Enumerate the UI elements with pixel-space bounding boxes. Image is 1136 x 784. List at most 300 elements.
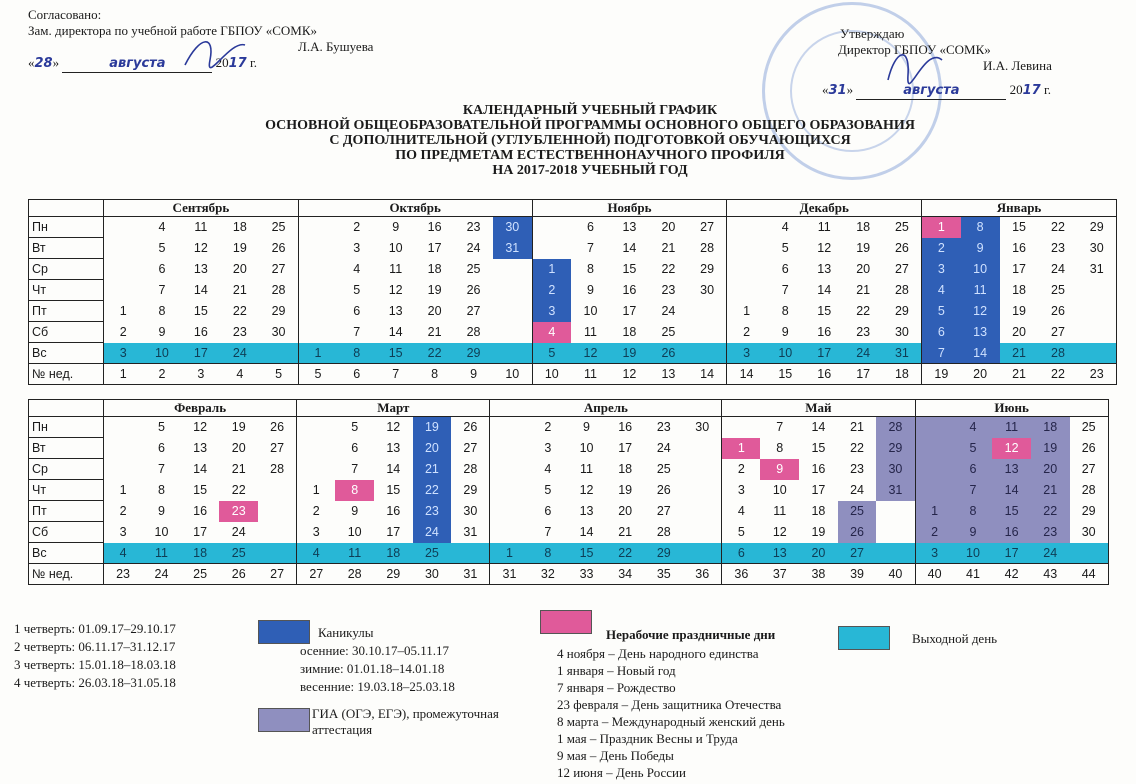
week-number-cell: 40 xyxy=(876,564,915,585)
day-cell: 6 xyxy=(781,262,789,276)
day-cell: 25 xyxy=(661,325,676,339)
day-cell: 5 xyxy=(781,241,789,255)
day-cell: 9 xyxy=(954,522,993,543)
day-cell xyxy=(493,343,532,364)
day-cell: 15 xyxy=(193,483,208,497)
day-cell: 2 xyxy=(297,501,336,522)
day-cell: 28 xyxy=(1039,343,1078,364)
weekday-label: Вс xyxy=(29,343,104,364)
month-title: Сентябрь xyxy=(104,200,299,217)
day-cell: 15 xyxy=(376,343,415,364)
month-header-row xyxy=(29,200,1117,217)
day-cell: 15 xyxy=(811,441,826,455)
day-cell: 24 xyxy=(661,304,676,318)
day-cell xyxy=(104,217,143,238)
day-cell xyxy=(490,438,529,459)
day-cell xyxy=(490,501,529,522)
approval-left-year-suffix: г. xyxy=(249,55,258,70)
day-cell: 8 xyxy=(781,304,789,318)
week-number-cell: 37 xyxy=(760,564,799,585)
day-cell: 12 xyxy=(817,241,832,255)
day-cell: 1 xyxy=(104,480,143,501)
day-cell: 31 xyxy=(1077,259,1116,280)
quarter-4: 4 четверть: 26.03.18–31.05.18 xyxy=(14,675,176,690)
day-cell: 5 xyxy=(353,283,361,297)
day-cell: 26 xyxy=(1051,304,1065,318)
day-cell xyxy=(727,217,766,238)
day-cell: 16 xyxy=(811,462,826,476)
day-cell xyxy=(298,259,337,280)
day-cell: 17 xyxy=(992,543,1031,564)
day-cell: 13 xyxy=(961,322,1000,343)
day-cell: 27 xyxy=(1070,459,1109,480)
day-cell: 31 xyxy=(493,238,532,259)
day-cell: 29 xyxy=(454,343,493,364)
day-cell: 20 xyxy=(856,262,871,276)
day-row xyxy=(29,543,1109,564)
nonworking-title: Нерабочие праздничные дни xyxy=(606,627,776,642)
weekday-label: Вт xyxy=(29,438,104,459)
week-number-cell: 6 xyxy=(337,364,376,385)
day-cell: 19 xyxy=(413,417,452,438)
weekend-swatch xyxy=(838,626,890,650)
day-cell: 7 xyxy=(157,462,165,476)
day-cell: 22 xyxy=(1031,501,1070,522)
day-cell: 29 xyxy=(1070,501,1109,522)
day-cell: 21 xyxy=(661,241,676,255)
day-cell xyxy=(297,417,336,438)
day-cell: 7 xyxy=(544,525,552,539)
approval-right-month: августа xyxy=(856,83,1006,100)
day-cell: 5 xyxy=(922,301,961,322)
day-cell: 22 xyxy=(232,304,247,318)
day-cell: 20 xyxy=(232,262,247,276)
day-cell: 25 xyxy=(883,217,922,238)
day-cell: 8 xyxy=(157,483,165,497)
day-cell: 24 xyxy=(466,241,481,255)
day-cell: 3 xyxy=(297,522,336,543)
day-cell: 3 xyxy=(727,343,766,364)
day-cell: 4 xyxy=(297,543,336,564)
month-title: Июнь xyxy=(915,400,1108,417)
week-number-cell: 14 xyxy=(688,364,727,385)
day-cell: 31 xyxy=(883,343,922,364)
month-title: Февраль xyxy=(104,400,297,417)
month-title: Март xyxy=(297,400,490,417)
week-number-cell: 11 xyxy=(571,364,610,385)
day-cell: 16 xyxy=(992,522,1031,543)
day-cell: 15 xyxy=(567,543,606,564)
day-row xyxy=(29,322,1117,343)
approval-right-line2: Директор ГБПОУ «СОМК» xyxy=(838,42,991,57)
day-cell: 11 xyxy=(773,504,787,518)
approval-left-line2: Зам. директора по учебной работе ГБПОУ «СОМК» xyxy=(28,23,318,38)
day-cell: 9 xyxy=(760,459,799,480)
week-number-cell: 33 xyxy=(567,564,606,585)
week-number-cell: 35 xyxy=(644,564,683,585)
day-cell: 21 xyxy=(232,283,247,297)
day-cell: 6 xyxy=(954,459,993,480)
day-cell: 23 xyxy=(219,501,258,522)
day-cell: 3 xyxy=(104,522,143,543)
day-cell: 9 xyxy=(157,504,165,518)
day-cell: 18 xyxy=(622,325,637,339)
week-number-cell: 44 xyxy=(1070,564,1109,585)
day-cell: 14 xyxy=(193,462,208,476)
day-cell: 9 xyxy=(392,220,400,235)
day-cell: 11 xyxy=(580,462,594,476)
month-title: Декабрь xyxy=(727,200,922,217)
day-cell xyxy=(104,459,143,480)
day-cell xyxy=(493,280,532,301)
approval-right-name: И.А. Левина xyxy=(983,58,1052,73)
week-number-cell: 22 xyxy=(1039,364,1078,385)
day-cell: 7 xyxy=(158,283,166,297)
day-cell: 26 xyxy=(466,283,481,297)
holiday-swatch xyxy=(258,620,310,644)
day-cell: 15 xyxy=(386,483,401,497)
weekday-label: Пн xyxy=(29,417,104,438)
week-number-row xyxy=(29,564,1109,585)
day-cell: 29 xyxy=(876,438,915,459)
day-cell: 30 xyxy=(876,459,915,480)
day-cell xyxy=(1070,543,1109,564)
day-cell: 11 xyxy=(335,543,374,564)
day-cell: 30 xyxy=(683,417,722,438)
week-number-cell: 29 xyxy=(374,564,413,585)
calendar-table-autumn-winter xyxy=(28,199,1117,385)
day-cell: 27 xyxy=(688,217,727,238)
day-cell: 14 xyxy=(817,283,832,297)
day-cell: 3 xyxy=(353,241,361,255)
day-row xyxy=(29,522,1109,543)
day-cell: 16 xyxy=(1012,241,1026,255)
day-cell: 2 xyxy=(544,420,552,435)
week-number-cell: 2 xyxy=(142,364,181,385)
day-cell: 7 xyxy=(587,241,594,255)
day-cell: 12 xyxy=(579,483,594,497)
day-cell: 24 xyxy=(850,483,864,497)
day-cell: 28 xyxy=(259,280,298,301)
day-cell: 18 xyxy=(232,220,247,235)
day-cell: 16 xyxy=(386,504,401,518)
week-number-cell: 21 xyxy=(1000,364,1039,385)
week-number-cell: 39 xyxy=(838,564,877,585)
weekday-label: Пт xyxy=(29,501,104,522)
title-line-1: КАЛЕНДАРНЫЙ УЧЕБНЫЙ ГРАФИК xyxy=(462,103,718,118)
day-cell: 21 xyxy=(1031,480,1070,501)
day-cell: 2 xyxy=(104,322,143,343)
day-cell: 23 xyxy=(1051,241,1065,255)
day-cell: 4 xyxy=(781,220,789,235)
approval-left-day: 28 xyxy=(34,56,53,71)
day-cell: 25 xyxy=(219,543,258,564)
day-row xyxy=(29,501,1109,522)
approval-right-year-suffix: г. xyxy=(1043,82,1052,97)
day-cell: 10 xyxy=(154,525,169,539)
week-number-cell: 20 xyxy=(961,364,1000,385)
day-cell: 29 xyxy=(644,543,683,564)
day-cell: 27 xyxy=(838,543,877,564)
day-cell: 9 xyxy=(351,504,359,518)
day-cell: 16 xyxy=(427,220,442,235)
day-cell xyxy=(104,417,143,438)
day-row xyxy=(29,417,1109,438)
nonworking-5: 8 марта – Международный женский день xyxy=(557,714,785,729)
day-cell: 20 xyxy=(1031,459,1070,480)
day-cell xyxy=(688,322,727,343)
day-cell: 15 xyxy=(622,262,637,276)
quarter-2: 2 четверть: 06.11.17–31.12.17 xyxy=(14,639,176,654)
day-cell: 25 xyxy=(656,462,671,476)
day-cell: 23 xyxy=(856,325,871,339)
day-cell xyxy=(683,438,722,459)
day-cell: 21 xyxy=(413,459,452,480)
document-title xyxy=(160,103,1020,178)
day-cell: 18 xyxy=(811,504,826,518)
day-cell: 12 xyxy=(388,283,403,297)
week-number-cell: 1 xyxy=(104,364,143,385)
day-cell: 25 xyxy=(838,501,877,522)
month-title: Январь xyxy=(922,200,1117,217)
day-cell: 21 xyxy=(618,525,633,539)
day-cell: 27 xyxy=(466,304,481,318)
day-cell: 7 xyxy=(351,462,359,476)
week-number-cell: 8 xyxy=(415,364,454,385)
day-cell: 7 xyxy=(353,325,361,339)
day-cell xyxy=(683,501,722,522)
weekday-label: Сб xyxy=(29,522,104,543)
gia-swatch xyxy=(258,708,310,732)
day-cell xyxy=(298,322,337,343)
day-cell: 19 xyxy=(610,343,649,364)
holiday-spring: весенние: 19.03.18–25.03.18 xyxy=(300,679,455,694)
day-cell: 19 xyxy=(231,420,246,435)
day-cell xyxy=(1077,280,1116,301)
day-cell: 10 xyxy=(579,441,594,455)
day-cell: 16 xyxy=(193,504,208,518)
day-cell: 4 xyxy=(104,543,143,564)
day-cell xyxy=(104,280,143,301)
day-cell: 16 xyxy=(618,420,633,435)
day-cell: 21 xyxy=(850,420,864,435)
day-cell: 28 xyxy=(688,238,727,259)
day-cell: 29 xyxy=(688,259,727,280)
day-cell: 12 xyxy=(193,420,208,435)
day-row xyxy=(29,238,1117,259)
week-number-cell: 17 xyxy=(844,364,883,385)
week-number-cell: 7 xyxy=(376,364,415,385)
day-cell: 8 xyxy=(961,217,1000,238)
holiday-autumn: осенние: 30.10.17–05.11.17 xyxy=(300,643,450,658)
week-number-cell: 12 xyxy=(610,364,649,385)
day-cell: 14 xyxy=(961,343,1000,364)
day-cell: 20 xyxy=(618,504,633,518)
approval-right-year-prefix: 20 xyxy=(1009,82,1023,97)
day-cell: 31 xyxy=(876,480,915,501)
day-cell: 15 xyxy=(1012,220,1026,235)
day-cell: 2 xyxy=(532,280,571,301)
day-cell: 7 xyxy=(922,343,961,364)
day-cell: 15 xyxy=(193,304,208,318)
day-cell: 24 xyxy=(413,522,452,543)
day-cell xyxy=(688,343,727,364)
title-line-4: ПО ПРЕДМЕТАМ ЕСТЕСТВЕННОНАУЧНОГО ПРОФИЛЯ xyxy=(395,148,785,163)
week-number-label: № нед. xyxy=(29,364,104,385)
day-cell xyxy=(298,238,337,259)
month-title: Октябрь xyxy=(298,200,532,217)
day-cell: 3 xyxy=(915,543,954,564)
week-number-cell: 26 xyxy=(219,564,258,585)
day-cell xyxy=(258,522,297,543)
day-cell: 29 xyxy=(259,301,298,322)
day-cell: 1 xyxy=(727,301,766,322)
day-cell: 1 xyxy=(532,259,571,280)
day-cell: 3 xyxy=(722,480,761,501)
day-cell: 19 xyxy=(856,241,871,255)
week-number-cell: 24 xyxy=(142,564,181,585)
day-cell: 27 xyxy=(1051,325,1065,339)
week-number-cell: 23 xyxy=(1077,364,1116,385)
nonworking-3: 7 января – Рождество xyxy=(557,680,676,695)
week-number-cell: 10 xyxy=(532,364,571,385)
day-cell: 11 xyxy=(584,325,597,339)
day-cell: 4 xyxy=(544,462,552,476)
day-cell: 5 xyxy=(722,522,761,543)
weekday-label: Вс xyxy=(29,543,104,564)
day-cell: 28 xyxy=(258,459,297,480)
day-cell: 24 xyxy=(844,343,883,364)
day-cell: 28 xyxy=(876,417,915,438)
day-cell: 30 xyxy=(1077,238,1116,259)
day-cell xyxy=(727,238,766,259)
day-cell: 16 xyxy=(817,325,832,339)
month-title: Ноябрь xyxy=(532,200,727,217)
week-number-cell: 34 xyxy=(606,564,645,585)
day-cell: 30 xyxy=(883,322,922,343)
day-cell: 6 xyxy=(157,441,165,455)
day-cell: 27 xyxy=(259,259,298,280)
day-cell: 23 xyxy=(413,501,452,522)
day-cell xyxy=(876,501,915,522)
day-cell: 18 xyxy=(1012,283,1026,297)
day-cell xyxy=(683,480,722,501)
approval-left-year: 17 xyxy=(228,56,247,71)
day-cell: 8 xyxy=(337,343,376,364)
day-row xyxy=(29,343,1117,364)
day-cell: 19 xyxy=(811,525,826,539)
nonworking-4: 23 февраля – День защитника Отечества xyxy=(557,697,782,712)
week-number-row xyxy=(29,364,1117,385)
day-cell: 2 xyxy=(722,459,761,480)
day-cell: 8 xyxy=(529,543,568,564)
day-cell: 8 xyxy=(776,441,784,455)
nonworking-8: 12 июня – День России xyxy=(557,765,686,780)
week-number-cell: 14 xyxy=(727,364,766,385)
day-cell: 20 xyxy=(799,543,838,564)
nonworking-1: 4 ноября – День народного единства xyxy=(557,646,759,661)
weekday-label: Чт xyxy=(29,480,104,501)
day-cell: 14 xyxy=(622,241,637,255)
day-cell xyxy=(490,417,529,438)
day-cell xyxy=(493,259,532,280)
day-cell: 30 xyxy=(451,501,490,522)
day-cell: 10 xyxy=(142,343,181,364)
day-cell: 12 xyxy=(961,301,1000,322)
week-number-cell: 27 xyxy=(297,564,336,585)
day-cell: 12 xyxy=(193,241,208,255)
day-cell: 18 xyxy=(181,543,220,564)
day-cell: 22 xyxy=(856,304,871,318)
day-cell: 22 xyxy=(1051,220,1065,235)
day-cell: 5 xyxy=(158,241,166,255)
signature-right xyxy=(880,40,950,90)
day-cell: 25 xyxy=(413,543,452,564)
day-cell: 20 xyxy=(661,220,676,235)
week-number-cell: 36 xyxy=(683,564,722,585)
day-cell: 8 xyxy=(587,262,594,276)
day-cell: 25 xyxy=(466,262,481,276)
week-number-cell: 10 xyxy=(493,364,532,385)
day-cell xyxy=(532,217,571,238)
day-cell: 17 xyxy=(427,241,442,255)
week-number-cell: 38 xyxy=(799,564,838,585)
day-cell: 26 xyxy=(883,238,922,259)
day-cell: 26 xyxy=(649,343,688,364)
week-number-cell: 32 xyxy=(529,564,568,585)
approval-left-month: августа xyxy=(62,56,212,73)
day-cell: 19 xyxy=(1031,438,1070,459)
nonworking-7: 9 мая – День Победы xyxy=(557,748,674,763)
day-cell: 21 xyxy=(427,325,442,339)
day-cell: 10 xyxy=(772,483,787,497)
day-cell: 17 xyxy=(181,343,220,364)
day-cell: 10 xyxy=(961,259,1000,280)
weekday-label: Пн xyxy=(29,217,104,238)
week-number-cell: 31 xyxy=(490,564,529,585)
day-cell xyxy=(915,417,954,438)
day-cell: 18 xyxy=(856,220,871,235)
day-cell: 6 xyxy=(351,441,359,455)
day-cell: 28 xyxy=(451,459,490,480)
day-cell xyxy=(683,522,722,543)
weekday-label: Чт xyxy=(29,280,104,301)
day-cell: 26 xyxy=(259,238,298,259)
day-cell: 23 xyxy=(656,420,671,435)
day-cell: 26 xyxy=(258,417,297,438)
day-cell xyxy=(104,238,143,259)
day-cell xyxy=(915,438,954,459)
day-cell: 28 xyxy=(466,325,481,339)
day-cell: 9 xyxy=(587,283,594,297)
day-cell xyxy=(1077,301,1116,322)
day-cell: 22 xyxy=(231,483,246,497)
month-title: Май xyxy=(722,400,915,417)
day-cell: 14 xyxy=(386,462,401,476)
day-cell: 17 xyxy=(1012,262,1026,276)
day-cell: 28 xyxy=(1070,480,1109,501)
day-cell: 13 xyxy=(193,441,208,455)
day-cell: 13 xyxy=(579,504,594,518)
day-cell: 25 xyxy=(1051,283,1065,297)
day-cell: 13 xyxy=(193,262,208,276)
day-cell: 19 xyxy=(427,283,442,297)
day-row xyxy=(29,480,1109,501)
day-cell: 26 xyxy=(656,483,671,497)
holidays-legend xyxy=(318,624,373,642)
header-blank-cell xyxy=(29,400,104,417)
day-cell: 7 xyxy=(954,480,993,501)
